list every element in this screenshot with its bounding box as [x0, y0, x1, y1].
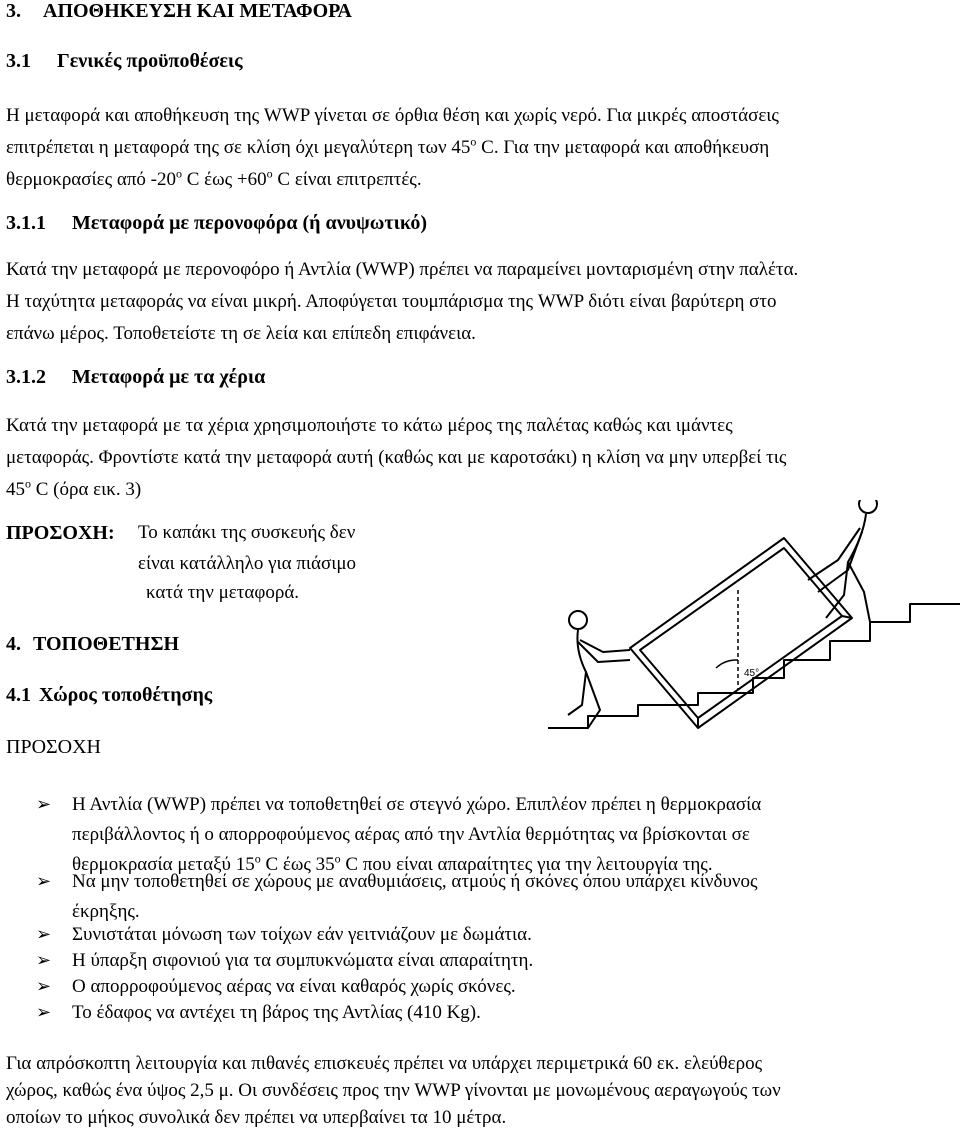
list-item-line: Ο απορροφούμενος αέρας να είναι καθαρός χωρίς σκόνες. [72, 976, 516, 997]
arrow-bullet-icon: ➢ [36, 976, 52, 997]
list-item-line: Να μην τοποθετηθεί σε χώρους με αναθυμιάσεις, ατμούς ή σκόνες όπου υπάρχει κίνδυνος [72, 871, 758, 892]
paragraph-line: Κατά την μεταφορά με τα χέρια χρησιμοποιήστε το κάτω μέρος της παλέτας καθώς και ιμάντες [6, 415, 733, 436]
warning-line: κατά την μεταφορά. [146, 582, 300, 603]
paragraph-line: θερμοκρασίες από $-20^o$ C $έ\omega\varsigma +60^o$ C είναι επιτρεπτές. [6, 166, 422, 190]
clearance-paragraph [6, 1050, 956, 1131]
section-number: 3. [6, 0, 21, 22]
section-number: 4.1 [6, 684, 31, 706]
warning-label: ΠΡΟΣΟΧΗ: [6, 522, 115, 544]
paragraph-line: Η μεταφορά και αποθήκευση της WWP γίνεται σε όρθια θέση και χωρίς νερό. Για μικρές αποστάσεις [6, 105, 779, 126]
general-paragraph [6, 100, 956, 196]
section-3-1-heading [6, 50, 243, 73]
paragraph-line: επάνω μέρος. Τοποθετείστε τη σε λεία και επίπεδη επιφάνεια. [6, 323, 476, 344]
section-number: 3.1.2 [6, 366, 46, 388]
section-4-heading [6, 633, 179, 656]
paragraph-line: χώρος, καθώς ένα ύψος 2,5 μ. Οι συνδέσεις προς την WWP γίνονται με μονωμένους αεραγωγούς των [6, 1080, 781, 1101]
section-number: 3.1 [6, 50, 31, 72]
list-item-line: έκρηξης. [72, 901, 140, 922]
attention-label: ΠΡΟΣΟΧΗ [6, 736, 101, 758]
section-4-1-heading [6, 684, 212, 707]
section-title: Γενικές προϋποθέσεις [57, 50, 243, 72]
warning-line: Το καπάκι της συσκευής δεν [138, 522, 356, 543]
angle-arc [716, 660, 738, 668]
list-item [36, 867, 960, 927]
section-title: Μεταφορά με τα χέρια [72, 366, 266, 388]
list-item-line: Συνιστάται μόνωση των τοίχων εάν γειτνιάζουν με δωμάτια. [72, 924, 532, 945]
section-title: Χώρος τοποθέτησης [39, 684, 213, 706]
paragraph-line: $45^o$ C (όρα εικ. 3) [6, 476, 142, 500]
section-title: ΑΠΟΘΗΚΕΥΣΗ ΚΑΙ ΜΕΤΑΦΟΡΑ [43, 0, 352, 22]
arrow-bullet-icon: ➢ [36, 794, 52, 815]
list-item [36, 998, 960, 1028]
arrow-bullet-icon: ➢ [36, 950, 52, 971]
section-number: 3.1.1 [6, 212, 46, 234]
manual-carry-paragraph [6, 410, 956, 506]
section-title: Μεταφορά με περονοφόρα (ή ανυψωτικό) [72, 212, 427, 234]
angle-label: 45° [744, 668, 760, 679]
section-3-1-2-heading [6, 366, 265, 389]
person-right [808, 500, 877, 622]
arrow-bullet-icon: ➢ [36, 1002, 52, 1023]
warning-line: είναι κατάλληλο για πιάσιμο [138, 553, 357, 574]
paragraph-line: Κατά την μεταφορά με περονοφόρο ή Αντλία (WWP) πρέπει να παραμείνει μονταρισμένη στην παλέτα. [6, 259, 799, 280]
carrying-illustration [548, 500, 960, 730]
paragraph-line: Για απρόσκοπτη λειτουργία και πιθανές επισκευές πρέπει να υπάρχει περιμετρικά 60 εκ. ελεύθερος [6, 1053, 763, 1074]
paragraph-line: Η ταχύτητα μεταφοράς να είναι μικρή. Αποφύγεται τουμπάρισμα της WWP διότι είναι βαρύτερη στο [6, 291, 777, 312]
list-item-line: Η ύπαρξη σιφονιού για τα συμπυκνώματα είναι απαραίτητη. [72, 950, 534, 971]
paragraph-line: μεταφοράς. Φροντίστε κατά την μεταφορά αυτή (καθώς και με καροτσάκι) η κλίση να μην υπερβεί τις [6, 447, 787, 468]
forklift-paragraph [6, 254, 956, 350]
arrow-bullet-icon: ➢ [36, 871, 52, 892]
list-item-line: Η Αντλία (WWP) πρέπει να τοποθετηθεί σε στεγνό χώρο. Επιπλέον πρέπει η θερμοκρασία [72, 794, 762, 815]
section-3-heading [6, 0, 352, 23]
person-left [568, 611, 630, 728]
arrow-bullet-icon: ➢ [36, 924, 52, 945]
stairs [548, 604, 960, 728]
list-item-line: περιβάλλοντος ή ο απορροφούμενος αέρας από την Αντλία θερμότητας να βρίσκονται σε [72, 824, 750, 845]
section-title: ΤΟΠΟΘΕΤΗΣΗ [33, 633, 180, 655]
list-item-line: θερμοκρασία μεταξύ $15^o$ C έως $35^o$ C που είναι απαραίτητες για την λειτουργία της. [72, 851, 713, 875]
paragraph-line: οποίων το μήκος συνολικά δεν πρέπει να υπερβαίνει τα 10 μέτρα. [6, 1107, 507, 1128]
list-item-line: Το έδαφος να αντέχει τη βάρος της Αντλίας (410 Kg). [72, 1002, 481, 1023]
paragraph-line: επιτρέπεται η μεταφορά της σε κλίση όχι μεγαλύτερη των $45^o$ C. Για την μεταφορά και αποθήκευση [6, 134, 770, 158]
section-number: 4. [6, 633, 21, 655]
section-3-1-1-heading [6, 212, 427, 235]
appliance-box [630, 538, 852, 728]
